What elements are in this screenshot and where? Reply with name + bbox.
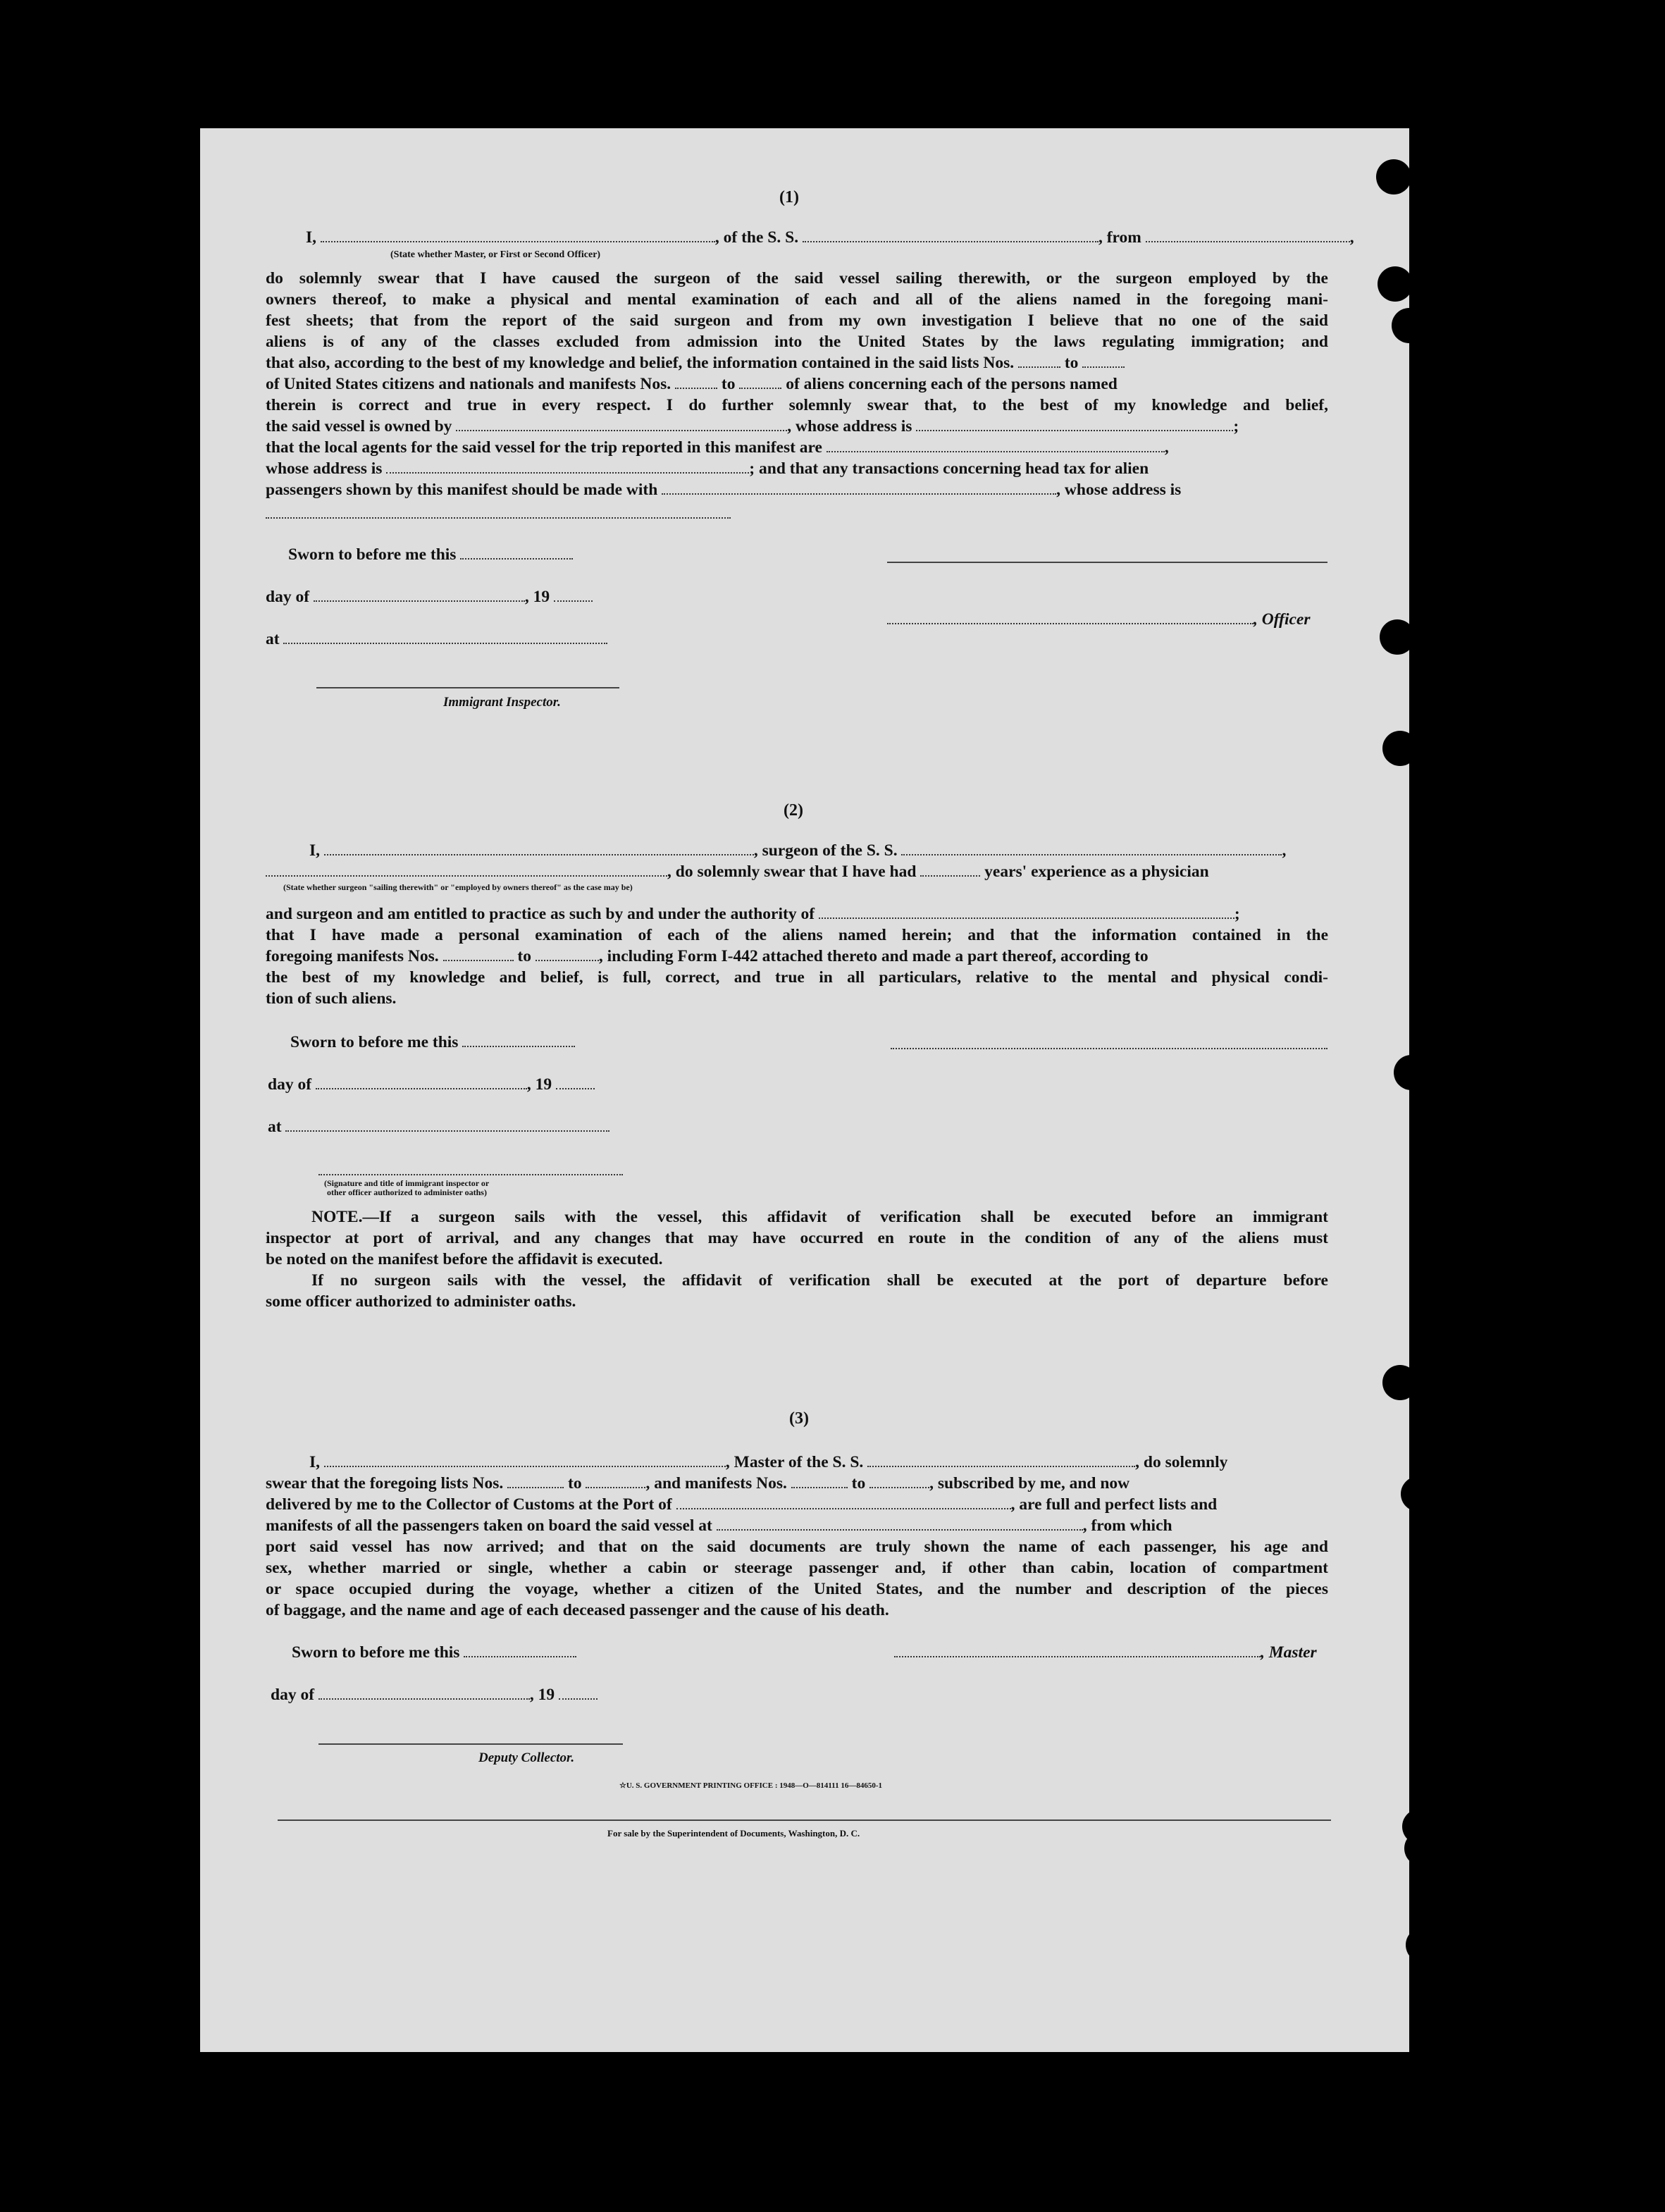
signature-line-inspector[interactable]	[316, 687, 619, 688]
text-to: to	[851, 1474, 866, 1493]
blank-s3-sworn-day[interactable]	[464, 1643, 576, 1657]
s2-signature-caption-2: other officer authorized to administer oaths)	[327, 1187, 487, 1197]
text-collector-of-customs: delivered by me to the Collector of Customs at the Port of	[266, 1495, 672, 1514]
binder-hole	[1394, 1055, 1429, 1090]
note-line-3: be noted on the manifest before the affidavit is executed.	[266, 1250, 663, 1268]
text-whose-address-end: , whose address is	[1056, 481, 1182, 499]
s1-lists-text: that also, according to the best of my knowledge and belief, the information contained in the said lists Nos.	[266, 354, 1015, 372]
s1-concerning-text: of aliens concerning each of the persons named	[786, 375, 1118, 393]
surgeon-caption: (State whether surgeon "sailing therewith" or "employed by owners thereof" as the case may be)	[283, 882, 633, 892]
s2-at-line	[268, 1116, 609, 1137]
blank-sworn-day[interactable]	[460, 545, 573, 560]
blank-s3-list-from[interactable]	[507, 1474, 564, 1488]
text-full-and-perfect: , are full and perfect lists and	[1010, 1495, 1218, 1514]
blank-s3-month[interactable]	[318, 1686, 530, 1700]
inspector-caption: Immigrant Inspector.	[443, 695, 561, 710]
day-of-text: day of	[271, 1686, 315, 1704]
sworn-text: Sworn to before me this	[292, 1643, 460, 1662]
s2-body-line-3	[266, 946, 1149, 967]
section-2-number: (2)	[784, 801, 803, 820]
blank-manifest-from[interactable]	[675, 375, 717, 389]
s3-line-4	[266, 1515, 1172, 1536]
blank-s2-manifest-from[interactable]	[443, 947, 514, 961]
blank-s2-month[interactable]	[316, 1075, 527, 1089]
text-semicolon: ;	[1233, 417, 1239, 435]
blank-s3-vessel[interactable]	[867, 1453, 1135, 1467]
signature-line-master[interactable]	[894, 1643, 1261, 1657]
note-line-2: inspector at port of arrival, and any changes that may have occurred en route in the condition of any of the aliens must	[266, 1229, 1328, 1247]
s2-sworn-line	[290, 1032, 575, 1053]
text-semicolon: ;	[1234, 905, 1240, 923]
signature-line-inspector-2[interactable]	[318, 1174, 623, 1175]
blank-owner[interactable]	[456, 417, 787, 431]
blank-s3-year[interactable]	[559, 1686, 598, 1700]
blank-list-to[interactable]	[1082, 354, 1125, 368]
s1-passengers-text: passengers shown by this manifest should be made with	[266, 481, 658, 499]
text-swear-had: , do solemnly swear that I have had	[667, 863, 917, 881]
s2-day-line	[268, 1074, 595, 1095]
text-i: I,	[309, 1453, 321, 1471]
text-whose-address: , whose address is	[787, 417, 912, 435]
blank-surgeon-name[interactable]	[324, 841, 754, 855]
binder-hole	[1382, 1365, 1418, 1400]
s1-at-line	[266, 629, 607, 650]
binder-hole	[1382, 731, 1418, 766]
at-text: at	[268, 1118, 282, 1136]
note-line-4: If no surgeon sails with the vessel, the affidavit of verification shall be executed at the port of departure before	[311, 1271, 1328, 1290]
s2-authority-text: and surgeon and am entitled to practice as such by and under the authority of	[266, 905, 815, 923]
blank-manifest-to[interactable]	[739, 375, 781, 389]
blank-surgeon-status[interactable]	[266, 863, 667, 877]
text-from: , from	[1098, 228, 1141, 247]
officer-label: , Officer	[1254, 610, 1311, 629]
s1-officer-line	[887, 609, 1310, 630]
signature-line-officer[interactable]	[887, 610, 1254, 624]
s2-body-line-1	[266, 903, 1240, 925]
s2-form-text: , including Form I-442 attached thereto and made a part thereof, according to	[598, 947, 1149, 965]
blank-years-experience[interactable]	[920, 863, 980, 877]
text-of-ss: , of the S. S.	[714, 228, 799, 247]
signature-line-surgeon[interactable]	[891, 1048, 1327, 1049]
text-to: to	[1064, 354, 1079, 372]
s1-body-line-1: do solemnly swear that I have caused the surgeon of the said vessel sailing therewith, or the surgeon employed by the	[266, 269, 1328, 288]
s3-line-2	[266, 1473, 1129, 1494]
blank-master-name[interactable]	[324, 1453, 726, 1467]
s2-body-line-2: that I have made a personal examination of each of the aliens named herein; and that the information contained in the	[266, 926, 1328, 944]
s1-body-line-9	[266, 437, 1169, 458]
blank-final-address[interactable]	[266, 517, 731, 519]
text-to: to	[721, 375, 736, 393]
blank-authority[interactable]	[819, 905, 1234, 919]
s3-line-1	[309, 1452, 1227, 1473]
s1-manifests-text: of United States citizens and nationals and manifests Nos.	[266, 375, 671, 393]
year-text: , 19	[524, 588, 550, 606]
blank-agents[interactable]	[827, 438, 1165, 452]
text-i: I,	[306, 228, 317, 247]
day-of-text: day of	[266, 588, 310, 606]
day-of-text: day of	[268, 1075, 312, 1094]
year-text: , 19	[526, 1075, 552, 1094]
blank-month[interactable]	[314, 588, 525, 602]
s2-body-line-5: tion of such aliens.	[266, 989, 397, 1008]
s1-body-line-3: fest sheets; that from the report of the said surgeon and from my own investigation I believe that no one of the said	[266, 311, 1328, 330]
section-1-intro-line	[306, 227, 1354, 248]
s1-whose-address-text: whose address is	[266, 459, 383, 478]
year-text: , 19	[529, 1686, 555, 1704]
binder-hole	[1378, 266, 1413, 302]
text-from-which: , from which	[1082, 1516, 1172, 1535]
s1-head-tax-text: ; and that any transactions concerning head tax for alien	[749, 459, 1149, 478]
s1-agents-text: that the local agents for the said vessel for the trip reported in this manifest are	[266, 438, 822, 457]
footer-rule	[278, 1819, 1331, 1821]
note-line-1: NOTE.—If a surgeon sails with the vessel, this affidavit of verification shall be executed before an immigrant	[311, 1208, 1328, 1226]
deputy-collector-caption: Deputy Collector.	[478, 1750, 575, 1765]
blank-s2-sworn-day[interactable]	[462, 1033, 575, 1047]
blank-from-port[interactable]	[1146, 228, 1350, 242]
s3-master-line	[894, 1642, 1317, 1663]
text-years-experience: years' experience as a physician	[984, 863, 1209, 881]
text-and-manifests: , and manifests Nos.	[645, 1474, 787, 1493]
blank-head-tax-party[interactable]	[662, 481, 1056, 495]
text-do-solemnly: , do solemnly	[1135, 1453, 1228, 1471]
officer-caption: (State whether Master, or First or Second Officer)	[390, 249, 601, 260]
blank-s2-vessel[interactable]	[901, 841, 1282, 855]
blank-officer-name[interactable]	[321, 228, 715, 242]
s3-line-3	[266, 1494, 1217, 1515]
s1-body-line-5	[266, 352, 1125, 373]
text-comma: ,	[1349, 228, 1354, 247]
at-text: at	[266, 630, 280, 648]
blank-list-from[interactable]	[1018, 354, 1060, 368]
text-subscribed: , subscribed by me, and now	[929, 1474, 1130, 1493]
blank-s2-year[interactable]	[556, 1075, 595, 1089]
signature-line-deputy-collector[interactable]	[318, 1743, 623, 1745]
master-label: , Master	[1261, 1643, 1317, 1662]
s1-body-line-6	[266, 373, 1118, 395]
signature-line-officer-name[interactable]	[887, 562, 1327, 563]
s2-body-line-4: the best of my knowledge and belief, is full, correct, and true in all particulars, relative to the mental and physical condi-	[266, 968, 1328, 987]
s1-day-line	[266, 586, 593, 607]
for-sale-line: For sale by the Superintendent of Documents, Washington, D. C.	[607, 1828, 860, 1839]
s2-line-2	[266, 861, 1209, 882]
text-to: to	[568, 1474, 582, 1493]
binder-hole	[1392, 308, 1427, 343]
note-line-5: some officer authorized to administer oaths.	[266, 1292, 576, 1311]
s2-manifests-text: foregoing manifests Nos.	[266, 947, 439, 965]
text-comma: ,	[1282, 841, 1287, 860]
blank-port[interactable]	[676, 1495, 1011, 1509]
s1-body-line-2: owners thereof, to make a physical and mental examination of each and all of the aliens named in the foregoing mani-	[266, 290, 1328, 309]
s2-line-1	[309, 840, 1286, 861]
blank-s3-manifest-to[interactable]	[869, 1474, 929, 1488]
section-1-number: (1)	[779, 188, 799, 206]
sworn-text: Sworn to before me this	[288, 545, 457, 564]
form-page	[200, 128, 1409, 2052]
section-3-number: (3)	[789, 1409, 809, 1428]
s2-signature-caption-1: (Signature and title of immigrant inspector or	[324, 1178, 490, 1188]
s3-sworn-line	[292, 1642, 576, 1663]
text-manifests-of-all: manifests of all the passengers taken on board the said vessel at	[266, 1516, 712, 1535]
s1-body-line-8	[266, 416, 1239, 437]
s1-body-line-10	[266, 458, 1149, 479]
blank-s2-manifest-to[interactable]	[536, 947, 599, 961]
blank-owner-address[interactable]	[916, 417, 1233, 431]
blank-vessel-name[interactable]	[803, 228, 1098, 242]
s3-body-line-3: or space occupied during the voyage, whether a citizen of the United States, and the number and description of the pieces	[266, 1580, 1328, 1598]
s3-body-line-4: of baggage, and the name and age of each deceased passenger and the cause of his death.	[266, 1601, 889, 1619]
text-master-of-ss: , Master of the S. S.	[725, 1453, 864, 1471]
s1-sworn-line	[288, 544, 573, 565]
s3-body-line-2: sex, whether married or single, whether a cabin or steerage passenger and, if other than cabin, location of compartment	[266, 1559, 1328, 1577]
blank-agents-address[interactable]	[386, 459, 749, 474]
binder-hole	[1406, 1927, 1441, 1963]
s1-owned-text: the said vessel is owned by	[266, 417, 452, 435]
text-surgeon-of-ss: , surgeon of the S. S.	[753, 841, 898, 860]
blank-s3-list-to[interactable]	[586, 1474, 645, 1488]
sworn-text: Sworn to before me this	[290, 1033, 459, 1051]
s1-body-line-11	[266, 479, 1181, 500]
blank-s2-at-place[interactable]	[285, 1118, 609, 1132]
s3-day-line	[271, 1684, 598, 1705]
blank-at-place[interactable]	[283, 630, 607, 644]
printing-office-line: ☆U. S. GOVERNMENT PRINTING OFFICE : 1948—O—814111 16—84650-1	[619, 1781, 882, 1790]
blank-s3-manifest-from[interactable]	[791, 1474, 848, 1488]
binder-hole	[1401, 1476, 1436, 1512]
text-i: I,	[309, 841, 321, 860]
s3-body-line-1: port said vessel has now arrived; and that on the said documents are truly shown the name of each passenger, his age and	[266, 1538, 1328, 1556]
blank-embarkation-port[interactable]	[717, 1516, 1083, 1531]
s1-body-line-4: aliens is of any of the classes excluded from admission into the United States by the laws regulating immigration; and	[266, 333, 1328, 351]
text-foregoing-lists: swear that the foregoing lists Nos.	[266, 1474, 504, 1493]
s1-body-line-7: therein is correct and true in every respect. I do further solemnly swear that, to the best of my knowledge and belief,	[266, 396, 1328, 414]
text-comma: ,	[1164, 438, 1169, 457]
binder-hole	[1380, 619, 1415, 655]
binder-hole	[1404, 1831, 1440, 1866]
text-to: to	[517, 947, 531, 965]
blank-year[interactable]	[554, 588, 593, 602]
binder-hole	[1376, 159, 1411, 194]
